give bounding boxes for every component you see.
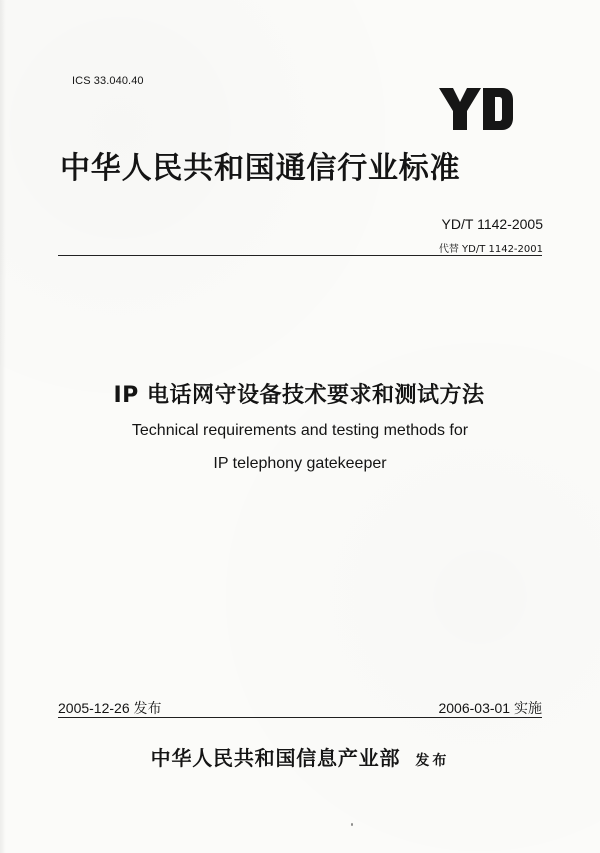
document-title-chinese: IP 电话网守设备技术要求和测试方法 [113, 383, 485, 408]
publisher-name: 中华人民共和国信息产业部 [150, 746, 401, 770]
footer-rule [58, 717, 542, 718]
implementation-date: 2006-03-01 实施 [438, 700, 542, 716]
document-title-english-line-2: IP telephony gatekeeper [213, 455, 387, 472]
publisher-line [0, 742, 600, 771]
document-title-english-line-1: Technical requirements and testing methods for [131, 422, 469, 439]
standard-number: YD/T 1142-2005 [441, 216, 543, 232]
header-rule [58, 255, 542, 256]
publisher-action: 发布 [415, 753, 450, 769]
standard-series-title: 中华人民共和国通信行业标准 [60, 151, 461, 186]
page-spine-shadow [0, 0, 6, 853]
issue-date: 2005-12-26 发布 [58, 700, 162, 716]
scan-speck [351, 823, 353, 826]
yd-logo [439, 88, 513, 130]
ics-code: ICS 33.040.40 [72, 75, 144, 87]
replaces-standard: 代替 YD/T 1142-2001 [438, 244, 543, 255]
